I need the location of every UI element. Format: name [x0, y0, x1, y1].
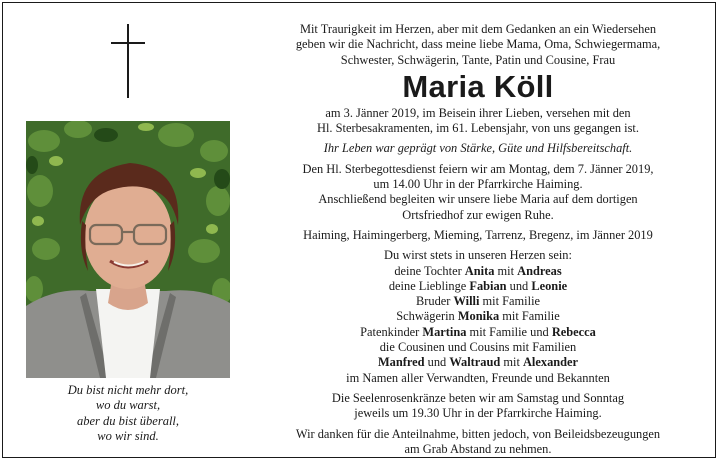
heart-line: Du wirst stets in unseren Herzen sein: — [384, 248, 572, 263]
mourner-line: die Cousinen und Cousins mit Familien — [379, 340, 577, 355]
funeral-line: um 14.00 Uhr in der Pfarrkirche Haiming. — [373, 177, 583, 192]
thanks-line: am Grab Abstand zu nehmen. — [404, 441, 552, 456]
quote-line: wo du warst, — [95, 398, 161, 413]
mourner-line: Bruder Willi mit Familie — [415, 294, 541, 309]
mourner-line: Patenkinder Martina mit Familie und Rebecca — [360, 324, 596, 339]
funeral-line: Anschließend begleiten wir unsere liebe Maria auf dem dortigen — [318, 192, 638, 207]
memorial-quote — [26, 383, 230, 445]
place-date: Haiming, Haimingerberg, Mieming, Tarrenz, Bregenz, im Jänner 2019 — [303, 227, 653, 242]
intro-line: Mit Traurigkeit im Herzen, aber mit dem Gedanken an ein Wiedersehen — [299, 22, 657, 36]
funeral-line: Ortsfriedhof zur ewigen Ruhe. — [402, 207, 554, 222]
portrait-photo — [26, 121, 230, 378]
mourner-line: im Namen aller Verwandten, Freunde und Bekannten — [346, 370, 610, 385]
mourner-line: Manfred und Waltraud mit Alexander — [377, 355, 579, 370]
death-line: Hl. Sterbesakramenten, im 61. Lebensjahr, von uns gegangen ist. — [317, 121, 639, 136]
intro-line: Schwester, Schwägerin, Tante, Patin und Cousine, Frau — [340, 52, 616, 67]
thanks-line: Wir danken für die Anteilnahme, bitten jedoch, von Beileidsbezeugungen — [295, 426, 661, 441]
mourner-line: Schwägerin Monika mit Familie — [396, 309, 560, 324]
latin-cross-icon — [111, 24, 145, 98]
mourner-line: deine Tochter Anita mit Andreas — [394, 263, 562, 278]
quote-line: wo wir sind. — [97, 429, 159, 444]
quote-line: Du bist nicht mehr dort, — [67, 383, 189, 397]
intro-line: geben wir die Nachricht, dass meine liebe Mama, Oma, Schwiegermama, — [295, 37, 661, 52]
life-motto: Ihr Leben war geprägt von Stärke, Güte und Hilfsbereitschaft. — [323, 141, 633, 156]
deceased-name: Maria Köll — [402, 68, 554, 104]
obituary-text — [252, 22, 704, 457]
funeral-line: Den Hl. Sterbegottesdienst feiern wir am Montag, dem 7. Jänner 2019, — [302, 161, 654, 176]
quote-line: aber du bist überall, — [76, 413, 180, 428]
death-line: am 3. Jänner 2019, im Beisein ihrer Lieben, versehen mit den — [325, 105, 631, 120]
rosary-line: Die Seelenrosenkränze beten wir am Samstag und Sonntag — [331, 390, 625, 405]
mourner-line: deine Lieblinge Fabian und Leonie — [388, 278, 568, 293]
rosary-line: jeweils um 19.30 Uhr in der Pfarrkirche Haiming. — [354, 406, 602, 421]
